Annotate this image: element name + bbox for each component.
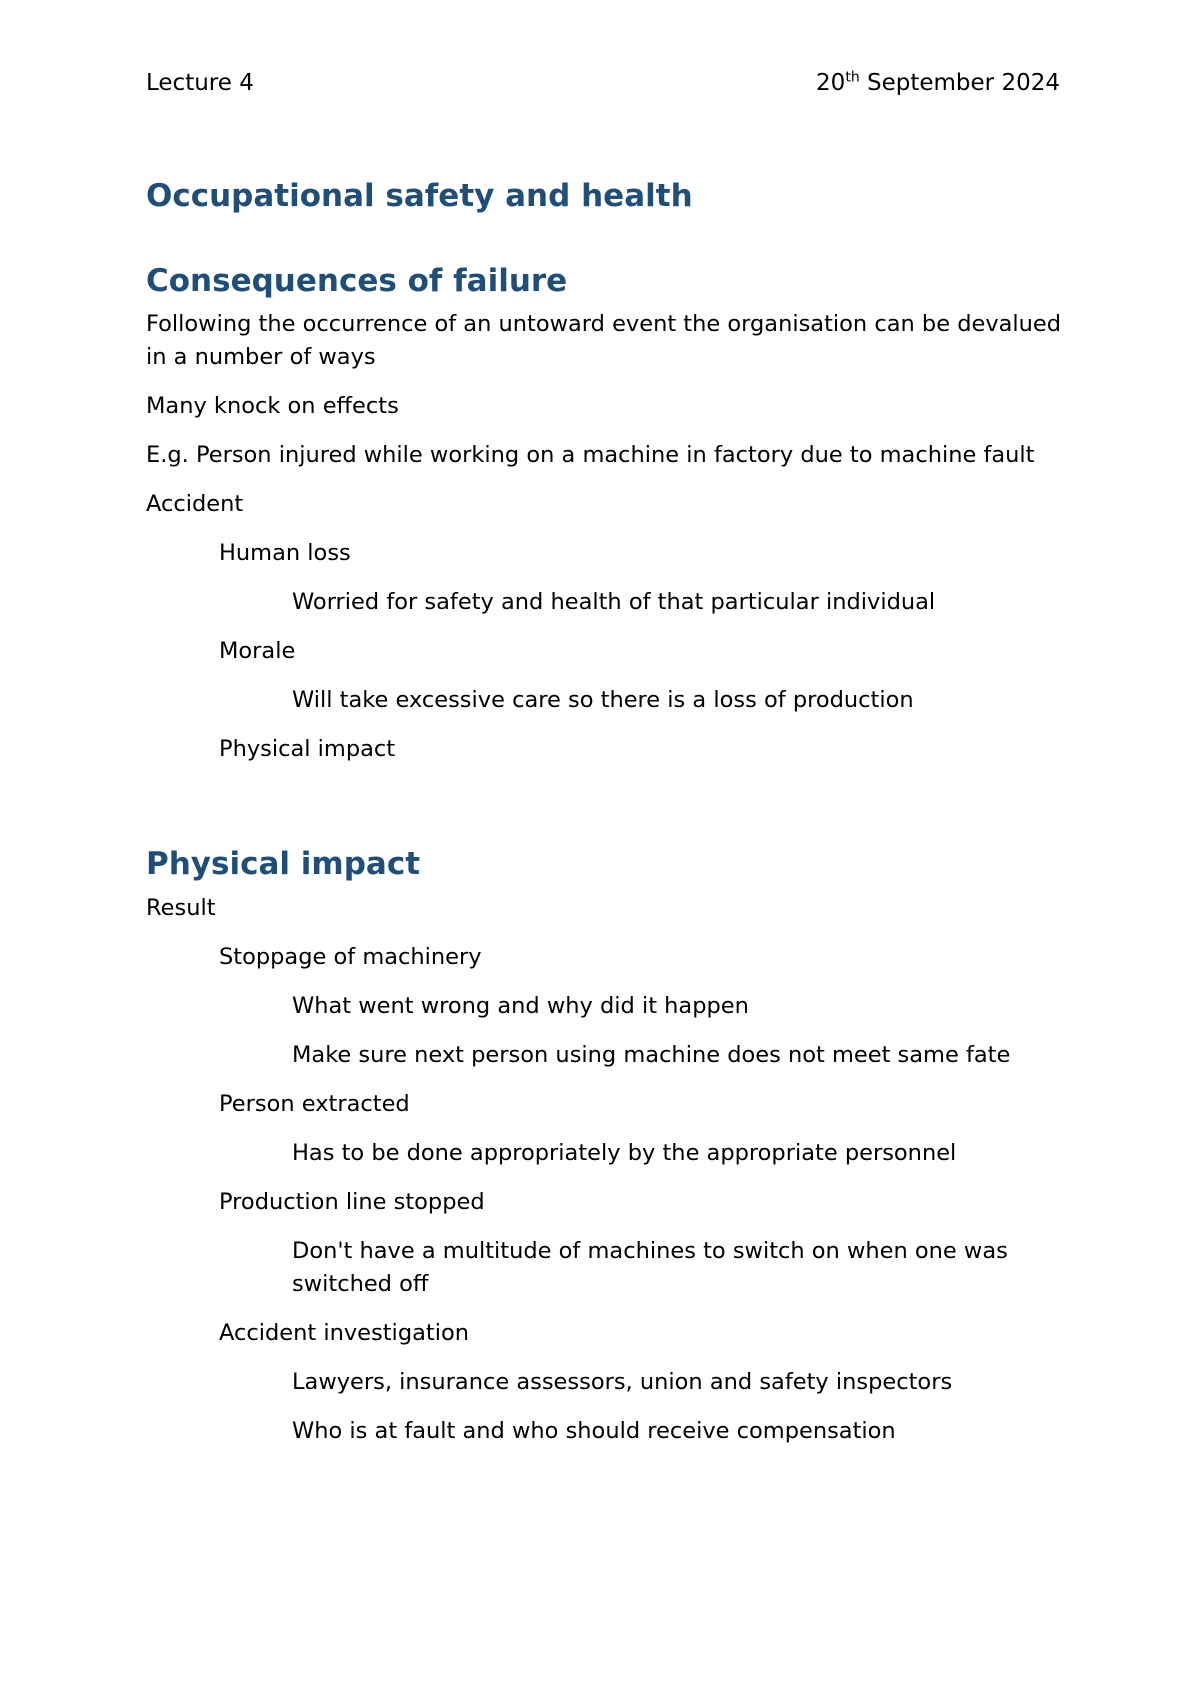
header-date-day: 20 — [816, 70, 846, 96]
outline-item-level-1: Morale — [219, 638, 296, 665]
outline-item-level-2: Who is at fault and who should receive compensation — [292, 1417, 896, 1444]
outline-item-level-2: Will take excessive care so there is a loss of production — [292, 687, 914, 714]
paragraph: Result — [146, 894, 216, 921]
document-title: Occupational safety and health — [146, 178, 693, 214]
section-heading-physical-impact: Physical impact — [146, 846, 421, 883]
outline-item-level-2: Worried for safety and health of that particular individual — [292, 589, 936, 616]
outline-item-level-1: Stoppage of machinery — [219, 943, 482, 970]
outline-item-level-1: Production line stopped — [219, 1188, 485, 1215]
outline-item-level-1: Accident investigation — [219, 1319, 469, 1346]
paragraph: Many knock on effects — [146, 393, 399, 420]
paragraph: Following the occurrence of an untoward event the organisation can be devalued in a number of ways — [146, 311, 1062, 371]
outline-item-level-2: Has to be done appropriately by the appropriate personnel — [292, 1139, 957, 1166]
paragraph: E.g. Person injured while working on a machine in factory due to machine fault — [146, 442, 1035, 469]
header-lecture-number: Lecture 4 — [146, 70, 254, 96]
outline-item-level-2: What went wrong and why did it happen — [292, 992, 749, 1019]
outline-item-level-1: Person extracted — [219, 1090, 410, 1117]
outline-item-level-1: Human loss — [219, 540, 351, 567]
header-date — [816, 70, 1060, 96]
document-body — [146, 178, 1066, 1464]
header-date-rest: September 2024 — [859, 70, 1060, 96]
outline-item-level-2: Don't have a multitude of machines to switch on when one was switched off — [292, 1237, 1008, 1297]
paragraph: Accident — [146, 491, 244, 518]
section-heading-consequences: Consequences of failure — [146, 263, 568, 300]
header-date-suffix: th — [845, 69, 860, 86]
outline-item-level-2: Make sure next person using machine does not meet same fate — [292, 1041, 1011, 1068]
outline-item-level-1: Physical impact — [219, 736, 396, 763]
outline-item-level-2: Lawyers, insurance assessors, union and safety inspectors — [292, 1368, 953, 1395]
